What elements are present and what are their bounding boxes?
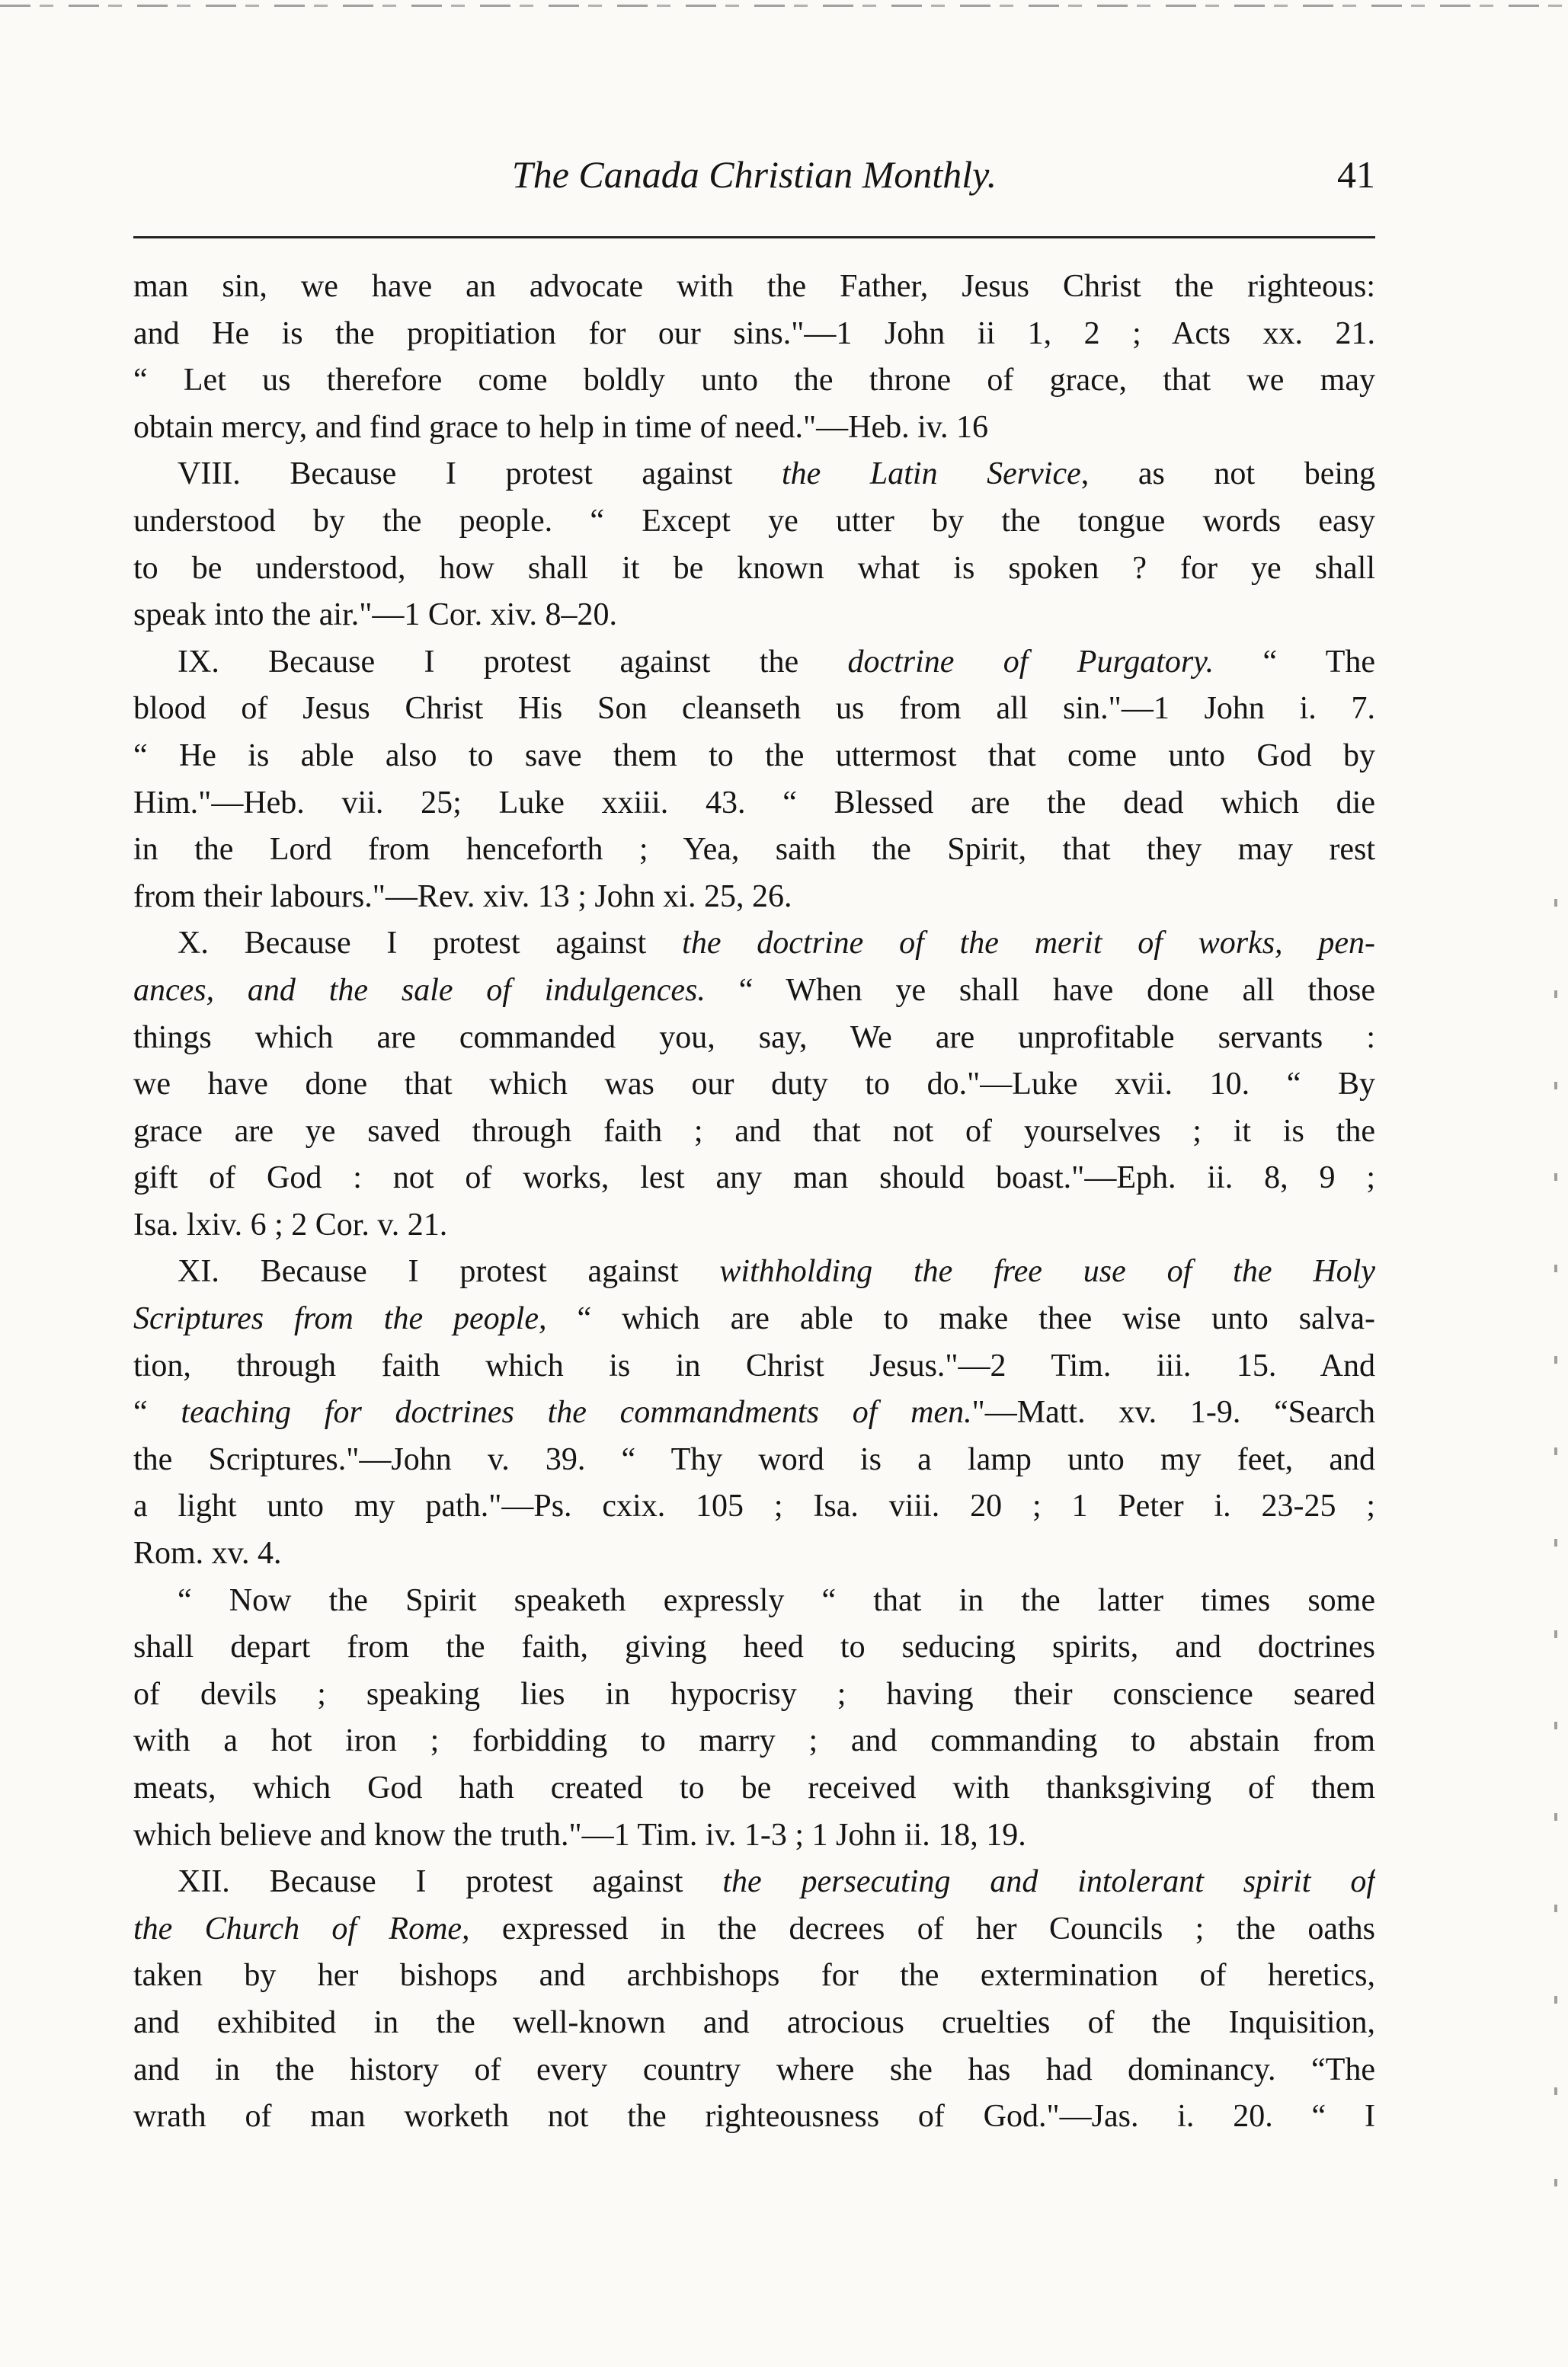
text-run: in the Lord from henceforth ; Yea, saith the Spirit, that they may rest bbox=[133, 832, 1375, 868]
text-run: grace are ye saved through faith ; and that not of yourselves ; it is the bbox=[133, 1113, 1375, 1149]
text-run: blood of Jesus Christ His Son cleanseth us from all sin."—1 John i. 7. bbox=[133, 691, 1375, 727]
text-line bbox=[133, 1531, 1375, 1578]
italic-text: teaching for doctrines the commandments of men. bbox=[181, 1395, 972, 1431]
text-run: “ Let us therefore come boldly unto the throne of grace, that we may bbox=[133, 363, 1375, 398]
scan-edge-artifact bbox=[0, 5, 1568, 7]
text-run: “ The bbox=[1214, 644, 1375, 680]
text-run: Rom. xv. 4. bbox=[133, 1536, 282, 1572]
text-run: , as not being bbox=[1080, 456, 1375, 492]
text-run: meats, which God hath created to be received with thanksgiving of them bbox=[133, 1770, 1375, 1806]
text-run: XI. Because I protest against bbox=[178, 1254, 720, 1290]
text-line bbox=[133, 357, 1375, 405]
paragraph-p-x bbox=[133, 920, 1375, 1249]
italic-text: withholding the free use of the Holy bbox=[719, 1254, 1375, 1290]
text-run: man sin, we have an advocate with the Father, Jesus Christ the righteous: bbox=[133, 269, 1375, 304]
text-run: Isa. lxiv. 6 ; 2 Cor. v. 21. bbox=[133, 1207, 448, 1243]
text-run: from their labours."—Rev. xiv. 13 ; John xi. 25, 26. bbox=[133, 878, 792, 914]
text-line bbox=[133, 1108, 1375, 1156]
text-line bbox=[133, 2000, 1375, 2047]
text-run: we have done that which was our duty to do."—Luke xvii. 10. “ By bbox=[133, 1067, 1375, 1102]
text-line bbox=[133, 1624, 1375, 1671]
text-line bbox=[133, 592, 1375, 639]
text-line bbox=[133, 1483, 1375, 1531]
text-run: shall depart from the faith, giving heed to seducing spirits, and doctrines bbox=[133, 1630, 1375, 1665]
text-run: “ He is able also to save them to the uttermost that come unto God by bbox=[133, 737, 1375, 773]
text-line bbox=[133, 1202, 1375, 1249]
body-text bbox=[133, 264, 1375, 2141]
text-line bbox=[133, 639, 1375, 686]
text-line bbox=[133, 827, 1375, 874]
text-line bbox=[133, 920, 1375, 968]
text-run: obtain mercy, and find grace to help in time of need."—Heb. iv. 16 bbox=[133, 409, 989, 445]
text-line bbox=[133, 498, 1375, 545]
text-run: with a hot iron ; forbidding to marry ; and commanding to abstain from bbox=[133, 1723, 1375, 1759]
text-run: of devils ; speaking lies in hypocrisy ; having their conscience seared bbox=[133, 1676, 1375, 1712]
text-line bbox=[133, 1343, 1375, 1390]
text-line bbox=[133, 1859, 1375, 1906]
text-run: expressed in the decrees of her Councils ; the oaths bbox=[469, 1911, 1375, 1946]
text-run: VIII. Because I protest against bbox=[178, 456, 782, 492]
text-run: wrath of man worketh not the righteousness of God."—Jas. i. 20. “ I bbox=[133, 2099, 1375, 2135]
text-line bbox=[133, 264, 1375, 311]
text-line bbox=[133, 780, 1375, 827]
text-line bbox=[133, 733, 1375, 780]
text-run: the Scriptures."—John v. 39. “ Thy word is a lamp unto my feet, and bbox=[133, 1441, 1375, 1477]
paragraph-p-vii-cont bbox=[133, 264, 1375, 451]
text-run: “ bbox=[133, 1395, 181, 1431]
text-line bbox=[133, 1390, 1375, 1437]
text-run: tion, through faith which is in Christ Jesus."—2 Tim. iii. 15. And bbox=[133, 1348, 1375, 1383]
text-run: and in the history of every country where she has had dominancy. “The bbox=[133, 2052, 1375, 2087]
text-run: understood by the people. “ Except ye utter by the tongue words easy bbox=[133, 503, 1375, 539]
text-run: “ which are able to make thee wise unto salva- bbox=[546, 1301, 1375, 1337]
text-line bbox=[133, 2094, 1375, 2141]
text-run: "—Matt. xv. 1-9. “Search bbox=[971, 1395, 1375, 1431]
text-line bbox=[133, 1718, 1375, 1765]
margin-scan-marks bbox=[1554, 899, 1557, 2194]
text-run: which believe and know the truth."—1 Tim. iv. 1-3 ; 1 John ii. 18, 19. bbox=[133, 1817, 1026, 1853]
paragraph-p-xi bbox=[133, 1249, 1375, 1577]
text-run: things which are commanded you, say, We are unprofitable servants : bbox=[133, 1019, 1375, 1055]
italic-text: the Church of Rome, bbox=[133, 1911, 470, 1946]
text-line bbox=[133, 1812, 1375, 1860]
text-line bbox=[133, 1061, 1375, 1108]
text-line bbox=[133, 545, 1375, 593]
text-line bbox=[133, 1906, 1375, 1953]
paragraph-p-viii bbox=[133, 451, 1375, 638]
text-line bbox=[133, 311, 1375, 358]
italic-text: the doctrine of the merit of works, pen- bbox=[682, 926, 1375, 961]
header-rule bbox=[133, 236, 1375, 238]
text-line bbox=[133, 1578, 1375, 1625]
italic-text: doctrine of Purgatory. bbox=[847, 644, 1214, 680]
paragraph-p-now bbox=[133, 1578, 1375, 1860]
text-line bbox=[133, 968, 1375, 1015]
italic-text: ances, and the sale of indulgences. bbox=[133, 972, 706, 1008]
text-line bbox=[133, 1296, 1375, 1343]
text-line bbox=[133, 2047, 1375, 2094]
italic-text: Scriptures from the people, bbox=[133, 1301, 547, 1337]
text-line bbox=[133, 1765, 1375, 1812]
text-run: taken by her bishops and archbishops for the extermination of heretics, bbox=[133, 1958, 1375, 1994]
text-line bbox=[133, 1953, 1375, 2000]
text-run: X. Because I protest against bbox=[178, 926, 683, 961]
paragraph-p-xii bbox=[133, 1859, 1375, 2141]
text-line bbox=[133, 686, 1375, 733]
running-title: The Canada Christian Monthly. bbox=[511, 153, 997, 196]
text-run: to be understood, how shall it be known what is spoken ? for ye shall bbox=[133, 550, 1375, 586]
text-line bbox=[133, 1671, 1375, 1719]
text-line bbox=[133, 1015, 1375, 1062]
paragraph-p-ix bbox=[133, 639, 1375, 921]
text-run: gift of God : not of works, lest any man should boast."—Eph. ii. 8, 9 ; bbox=[133, 1160, 1375, 1196]
text-run: a light unto my path."—Ps. cxix. 105 ; Isa. viii. 20 ; 1 Peter i. 23-25 ; bbox=[133, 1489, 1375, 1524]
text-run: “ When ye shall have done all those bbox=[705, 972, 1375, 1008]
text-line bbox=[133, 405, 1375, 452]
text-line bbox=[133, 1155, 1375, 1202]
text-run: and He is the propitiation for our sins."—1 John ii 1, 2 ; Acts xx. 21. bbox=[133, 315, 1375, 351]
italic-text: the Latin Service bbox=[781, 456, 1081, 492]
page-number: 41 bbox=[1337, 153, 1375, 196]
text-run: XII. Because I protest against bbox=[178, 1864, 723, 1900]
running-head bbox=[133, 146, 1375, 215]
text-line bbox=[133, 1249, 1375, 1296]
text-line bbox=[133, 874, 1375, 921]
text-run: “ Now the Spirit speaketh expressly “ that in the latter times some bbox=[178, 1582, 1375, 1618]
italic-text: the persecuting and intolerant spirit of bbox=[722, 1864, 1375, 1900]
text-run: IX. Because I protest against the bbox=[178, 644, 848, 680]
text-run: speak into the air."—1 Cor. xiv. 8–20. bbox=[133, 597, 618, 633]
text-run: and exhibited in the well-known and atrocious cruelties of the Inquisition, bbox=[133, 2004, 1375, 2040]
text-line bbox=[133, 451, 1375, 498]
text-run: Him."—Heb. vii. 25; Luke xxiii. 43. “ Blessed are the dead which die bbox=[133, 785, 1375, 820]
text-line bbox=[133, 1437, 1375, 1484]
